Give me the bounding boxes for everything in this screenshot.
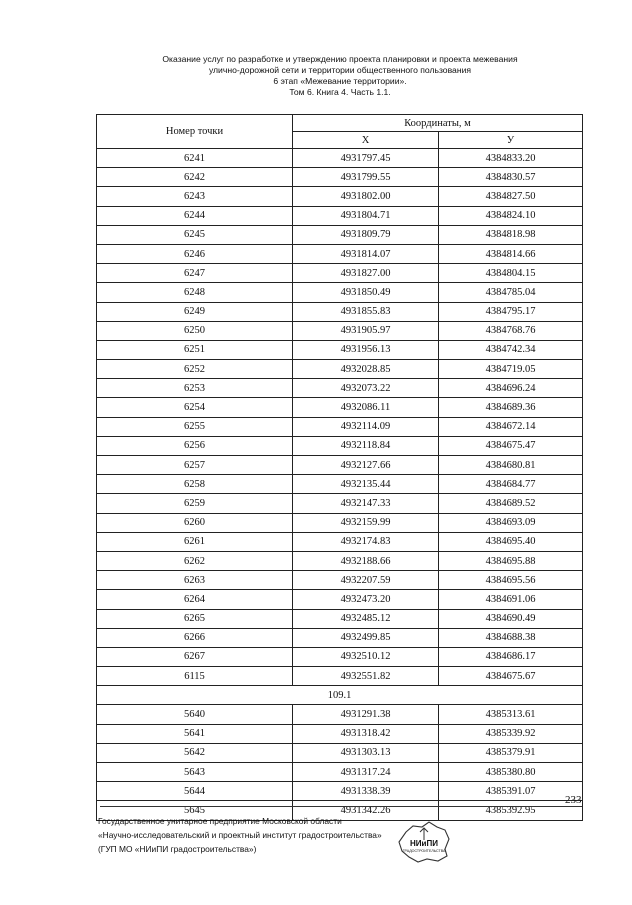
logo-subtext: ГРАДОСТРОИТЕЛЬСТВА	[402, 849, 446, 853]
table-row	[97, 513, 583, 532]
y-coordinate-cell: 4384785.04	[439, 283, 583, 302]
y-coordinate-cell: 4384680.81	[439, 456, 583, 475]
x-coordinate-cell: 4931804.71	[293, 206, 439, 225]
x-coordinate-cell: 4931291.38	[293, 705, 439, 724]
point-number-cell: 6246	[97, 244, 293, 263]
point-number-cell: 6252	[97, 360, 293, 379]
x-coordinate-cell: 4932485.12	[293, 609, 439, 628]
point-number-cell: 6263	[97, 571, 293, 590]
table-body	[97, 149, 583, 821]
section-row	[97, 686, 583, 705]
table-row	[97, 244, 583, 263]
table-row	[97, 283, 583, 302]
table-row	[97, 782, 583, 801]
point-number-cell: 6259	[97, 494, 293, 513]
y-coordinate-cell: 4384672.14	[439, 417, 583, 436]
x-coordinate-cell: 4931855.83	[293, 302, 439, 321]
page-number: 233	[565, 794, 582, 806]
footer-divider	[100, 806, 582, 807]
x-coordinate-cell: 4932147.33	[293, 494, 439, 513]
point-number-cell: 6264	[97, 590, 293, 609]
table-row	[97, 667, 583, 686]
table-row	[97, 628, 583, 647]
y-coordinate-cell: 4384804.15	[439, 264, 583, 283]
table-row	[97, 532, 583, 551]
point-number-cell: 6256	[97, 436, 293, 455]
table-row	[97, 168, 583, 187]
point-number-cell: 5640	[97, 705, 293, 724]
footer-line-3: (ГУП МО «НИиПИ градостроительства»)	[98, 844, 257, 854]
point-number-cell: 6247	[97, 264, 293, 283]
footer-line-2: «Научно-исследовательский и проектный институт градостроительства»	[98, 830, 382, 840]
table-row	[97, 379, 583, 398]
y-coordinate-cell: 4385391.07	[439, 782, 583, 801]
x-coordinate-cell: 4931827.00	[293, 264, 439, 283]
point-number-cell: 6260	[97, 513, 293, 532]
x-coordinate-cell: 4932207.59	[293, 571, 439, 590]
table-row	[97, 571, 583, 590]
header-line-2: улично-дорожной сети и территории общественного пользования	[208, 65, 472, 75]
header-point-number: Номер точки	[97, 115, 293, 149]
x-coordinate-cell: 4932028.85	[293, 360, 439, 379]
y-coordinate-cell: 4384818.98	[439, 225, 583, 244]
y-coordinate-cell: 4384691.06	[439, 590, 583, 609]
table-row	[97, 724, 583, 743]
point-number-cell: 6241	[97, 149, 293, 168]
table-row	[97, 590, 583, 609]
x-coordinate-cell: 4931802.00	[293, 187, 439, 206]
y-coordinate-cell: 4384830.57	[439, 168, 583, 187]
x-coordinate-cell: 4932135.44	[293, 475, 439, 494]
logo-text: НИиПИ	[410, 839, 438, 848]
y-coordinate-cell: 4384689.52	[439, 494, 583, 513]
x-coordinate-cell: 4932114.09	[293, 417, 439, 436]
y-coordinate-cell: 4385380.80	[439, 763, 583, 782]
header-line-1: Оказание услуг по разработке и утверждению проекта планировки и проекта межевания	[162, 54, 518, 64]
point-number-cell: 6254	[97, 398, 293, 417]
x-coordinate-cell: 4932551.82	[293, 667, 439, 686]
y-coordinate-cell: 4384719.05	[439, 360, 583, 379]
table-row	[97, 321, 583, 340]
x-coordinate-cell: 4931905.97	[293, 321, 439, 340]
y-coordinate-cell: 4384686.17	[439, 647, 583, 666]
y-coordinate-cell: 4384689.36	[439, 398, 583, 417]
y-coordinate-cell: 4384833.20	[439, 149, 583, 168]
point-number-cell: 6258	[97, 475, 293, 494]
header-x: X	[293, 132, 439, 149]
x-coordinate-cell: 4932499.85	[293, 628, 439, 647]
y-coordinate-cell: 4384675.67	[439, 667, 583, 686]
table-row	[97, 149, 583, 168]
y-coordinate-cell: 4384695.40	[439, 532, 583, 551]
point-number-cell: 5644	[97, 782, 293, 801]
table-row	[97, 551, 583, 570]
x-coordinate-cell: 4932174.83	[293, 532, 439, 551]
y-coordinate-cell: 4385392.95	[439, 801, 583, 820]
y-coordinate-cell: 4385313.61	[439, 705, 583, 724]
x-coordinate-cell: 4932118.84	[293, 436, 439, 455]
point-number-cell: 6244	[97, 206, 293, 225]
x-coordinate-cell: 4931814.07	[293, 244, 439, 263]
y-coordinate-cell: 4384814.66	[439, 244, 583, 263]
footer-line-1: Государственное унитарное предприятие Московской области	[98, 816, 342, 826]
y-coordinate-cell: 4384696.24	[439, 379, 583, 398]
point-number-cell: 5642	[97, 743, 293, 762]
section-label: 109.1	[97, 686, 583, 705]
x-coordinate-cell: 4931809.79	[293, 225, 439, 244]
coordinates-table	[96, 114, 583, 821]
x-coordinate-cell: 4931338.39	[293, 782, 439, 801]
document-header	[100, 54, 580, 98]
x-coordinate-cell: 4932510.12	[293, 647, 439, 666]
table-row	[97, 417, 583, 436]
point-number-cell: 6262	[97, 551, 293, 570]
y-coordinate-cell: 4384688.38	[439, 628, 583, 647]
y-coordinate-cell: 4384742.34	[439, 340, 583, 359]
table-row	[97, 763, 583, 782]
x-coordinate-cell: 4931318.42	[293, 724, 439, 743]
x-coordinate-cell: 4931317.24	[293, 763, 439, 782]
point-number-cell: 6265	[97, 609, 293, 628]
x-coordinate-cell: 4932188.66	[293, 551, 439, 570]
table-row	[97, 456, 583, 475]
table-row	[97, 340, 583, 359]
point-number-cell: 6253	[97, 379, 293, 398]
y-coordinate-cell: 4384693.09	[439, 513, 583, 532]
table-row	[97, 302, 583, 321]
table-row	[97, 206, 583, 225]
point-number-cell: 5643	[97, 763, 293, 782]
x-coordinate-cell: 4931797.45	[293, 149, 439, 168]
header-coordinates: Координаты, м	[293, 115, 583, 132]
y-coordinate-cell: 4384695.88	[439, 551, 583, 570]
table-row	[97, 225, 583, 244]
x-coordinate-cell: 4932127.66	[293, 456, 439, 475]
x-coordinate-cell: 4932086.11	[293, 398, 439, 417]
y-coordinate-cell: 4384768.76	[439, 321, 583, 340]
table-row	[97, 475, 583, 494]
y-coordinate-cell: 4384827.50	[439, 187, 583, 206]
header-y: У	[439, 132, 583, 149]
point-number-cell: 6266	[97, 628, 293, 647]
point-number-cell: 6245	[97, 225, 293, 244]
table-row	[97, 360, 583, 379]
point-number-cell: 6242	[97, 168, 293, 187]
point-number-cell: 6250	[97, 321, 293, 340]
point-number-cell: 6255	[97, 417, 293, 436]
point-number-cell: 6261	[97, 532, 293, 551]
document-footer	[98, 814, 382, 856]
y-coordinate-cell: 4384695.56	[439, 571, 583, 590]
x-coordinate-cell: 4931303.13	[293, 743, 439, 762]
table-row	[97, 264, 583, 283]
institute-logo-icon	[396, 818, 452, 864]
y-coordinate-cell: 4384824.10	[439, 206, 583, 225]
table-row	[97, 494, 583, 513]
table-row	[97, 705, 583, 724]
x-coordinate-cell: 4931850.49	[293, 283, 439, 302]
x-coordinate-cell: 4931799.55	[293, 168, 439, 187]
x-coordinate-cell: 4931956.13	[293, 340, 439, 359]
y-coordinate-cell: 4384684.77	[439, 475, 583, 494]
point-number-cell: 6248	[97, 283, 293, 302]
y-coordinate-cell: 4384690.49	[439, 609, 583, 628]
table-row	[97, 609, 583, 628]
table-row	[97, 187, 583, 206]
point-number-cell: 6115	[97, 667, 293, 686]
x-coordinate-cell: 4932473.20	[293, 590, 439, 609]
table-row	[97, 398, 583, 417]
x-coordinate-cell: 4932159.99	[293, 513, 439, 532]
y-coordinate-cell: 4384795.17	[439, 302, 583, 321]
point-number-cell: 6243	[97, 187, 293, 206]
header-line-4: Том 6. Книга 4. Часть 1.1.	[289, 87, 391, 97]
header-line-3: 6 этап «Межевание территории».	[273, 76, 407, 86]
point-number-cell: 5645	[97, 801, 293, 820]
x-coordinate-cell: 4932073.22	[293, 379, 439, 398]
table-row	[97, 743, 583, 762]
point-number-cell: 6249	[97, 302, 293, 321]
point-number-cell: 6267	[97, 647, 293, 666]
y-coordinate-cell: 4384675.47	[439, 436, 583, 455]
y-coordinate-cell: 4385339.92	[439, 724, 583, 743]
table-row	[97, 436, 583, 455]
x-coordinate-cell: 4931342.26	[293, 801, 439, 820]
table-row	[97, 647, 583, 666]
y-coordinate-cell: 4385379.91	[439, 743, 583, 762]
point-number-cell: 5641	[97, 724, 293, 743]
point-number-cell: 6257	[97, 456, 293, 475]
point-number-cell: 6251	[97, 340, 293, 359]
